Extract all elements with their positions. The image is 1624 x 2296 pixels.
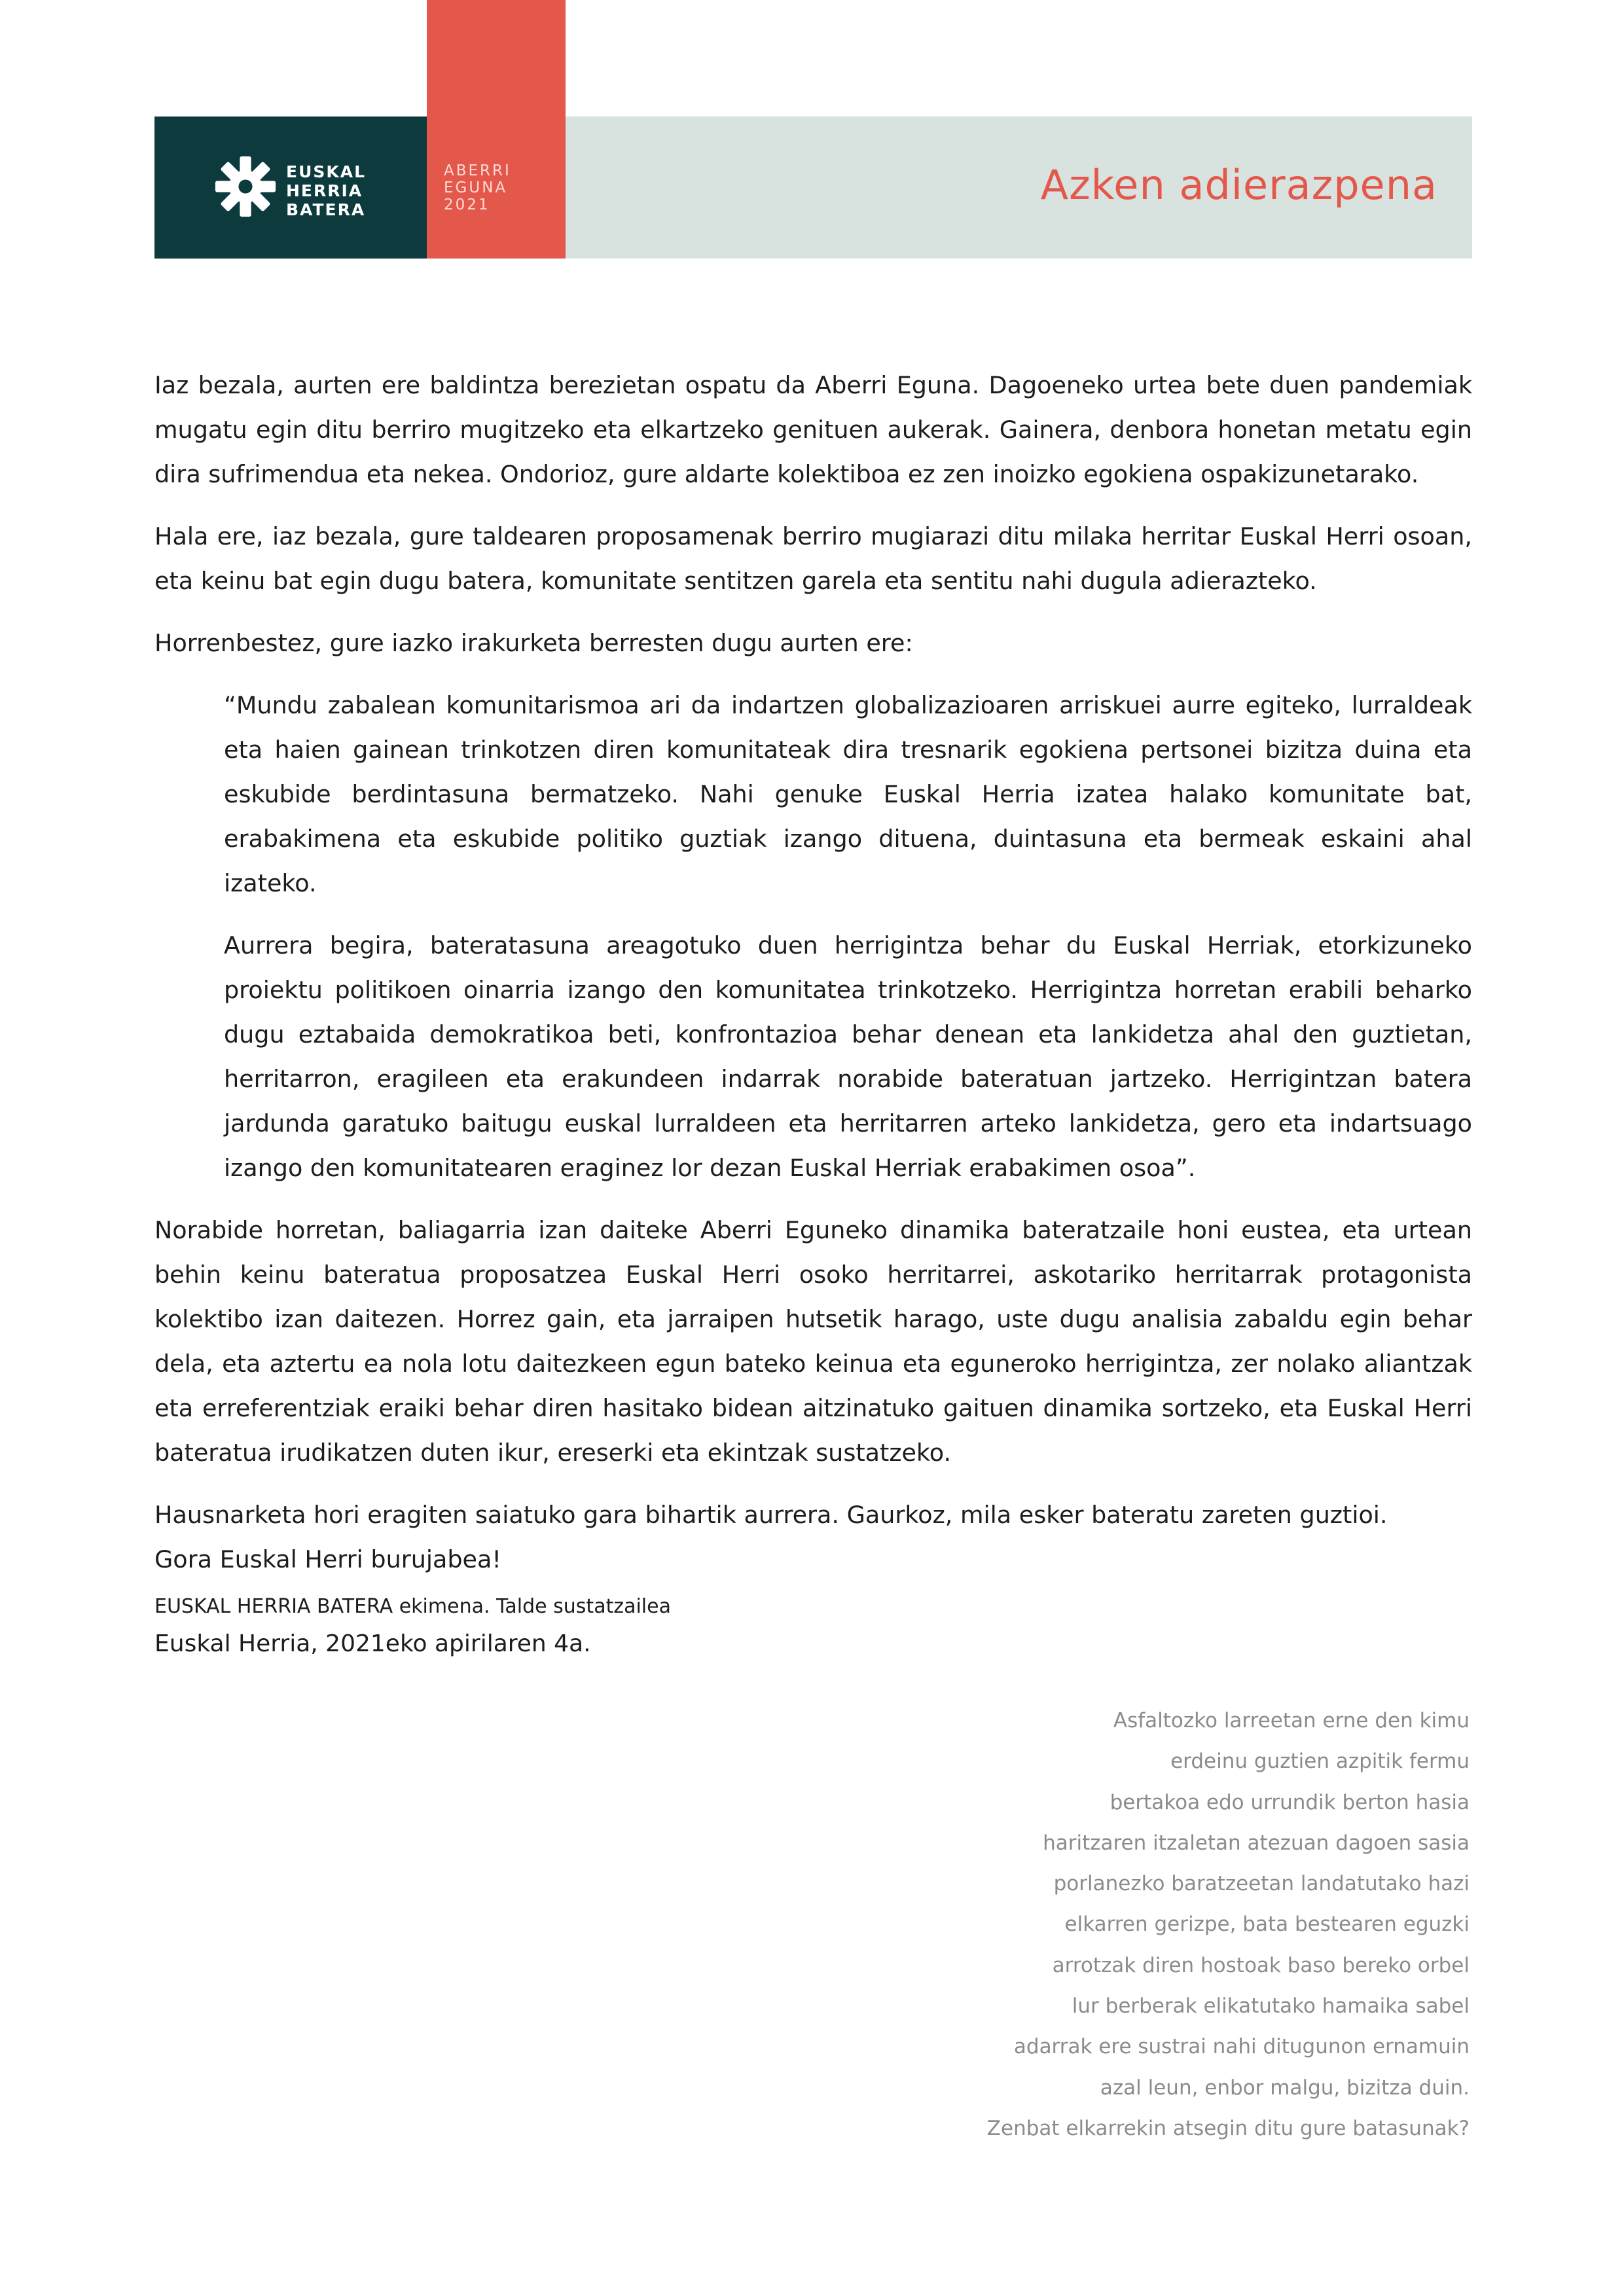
poem-line: haritzaren itzaletan atezuan dagoen sasia — [1043, 1831, 1470, 1855]
poem-line: adarrak ere sustrai nahi ditugunon ernamuin — [1013, 2035, 1470, 2059]
quote-paragraph: Aurrera begira, bateratasuna areagotuko duen herrigintza behar du Euskal Herriak, etorkizuneko proiektu politikoen oinarria izango den komunitatea trinkotzeko. Herrigintza horretan erabili beharko dugu eztabaida demokratikoa beti, konfrontazioa behar denean eta lankidetza ahal den guztietan, herritarron, eragileen eta erakundeen indarrak norabide bateratuan jartzeko. Herrigintzan batera jardunda garatuko baitugu euskal lurraldeen eta herritarren arteko lankidetza, gero eta indartsuago izango den komunitatearen eraginez lor dezan Euskal Herriak erabakimen osoa”. — [224, 931, 1472, 1182]
poem-line: porlanezko baratzeetan landatutako hazi — [1053, 1872, 1470, 1896]
event-line: EGUNA — [444, 179, 508, 196]
poem-line: azal leun, enbor malgu, bizitza duin. — [1100, 2075, 1470, 2100]
paragraph: Horrenbestez, gure iazko irakurketa berresten dugu aurten ere: — [154, 629, 913, 657]
poem-line: erdeinu guztien azpitik fermu — [1170, 1749, 1470, 1774]
event-label — [444, 162, 511, 213]
signature-date: Euskal Herria, 2021eko apirilaren 4a. — [154, 1630, 591, 1657]
paragraph: Norabide horretan, baliagarria izan daiteke Aberri Eguneko dinamika bateratzaile honi eustea, eta urtean behin keinu bateratua proposatzea Euskal Herri osoko herritarrei, askotariko herritarrak protagonista kolektibo izan daitezen. Horrez gain, eta jarraipen hutsetik harago, uste dugu analisia zabaldu egin behar dela, eta aztertu ea nola lotu daitezkeen egun bateko keinua eta eguneroko herrigintza, zer nolako aliantzak eta erreferentziak eraiki behar diren hasitako bidean aitzinatuko gaituen dinamika sortzeko, eta Euskal Herri bateratua irudikatzen duten ikur, ereserki eta ekintzak sustatzeko. — [154, 1216, 1472, 1467]
poem-line: elkarren gerizpe, bata bestearen eguzki — [1064, 1912, 1470, 1937]
logo-line: HERRIA — [286, 181, 363, 200]
header-accent-stripe — [427, 0, 566, 259]
gear-flower-icon — [214, 155, 277, 218]
poem-line: arrotzak diren hostoak baso bereko orbel — [1052, 1953, 1470, 1977]
poem-line: bertakoa edo urrundik berton hasia — [1110, 1790, 1470, 1814]
poem-line: Zenbat elkarrekin atsegin ditu gure batasunak? — [986, 2116, 1470, 2140]
poem — [987, 1700, 1470, 2149]
paragraph: Hausnarketa hori eragiten saiatuko gara bihartik aurrera. Gaurkoz, mila esker bateratu zareten guztioi. — [154, 1501, 1388, 1529]
paragraph: Iaz bezala, aurten ere baldintza berezietan ospatu da Aberri Eguna. Dagoeneko urtea bete duen pandemiak mugatu egin ditu berriro mugitzeko eta elkartzeko genituen aukerak. Gainera, denbora honetan metatu egin dira sufrimendua eta nekea. Ondorioz, gure aldarte kolektiboa ez zen inoizko egokiena ospakizunetarako. — [154, 371, 1472, 488]
logo-line: EUSKAL — [286, 162, 367, 181]
closing-line: Gora Euskal Herri burujabea! — [154, 1545, 501, 1573]
signature — [154, 1590, 671, 1665]
paragraph: Hala ere, iaz bezala, gure taldearen proposamenak berriro mugiarazi ditu milaka herritar Euskal Herri osoan, eta keinu bat egin dugu batera, komunitate sentitzen garela eta sentitu nahi dugula adierazteko. — [154, 522, 1472, 595]
signature-organization: EUSKAL HERRIA BATERA ekimena. Talde sustatzailea — [154, 1595, 671, 1618]
brand-logo-text — [286, 162, 366, 219]
page-title: Azken adierazpena — [1040, 161, 1437, 209]
statement-body — [154, 363, 1472, 1600]
quote-paragraph: “Mundu zabalean komunitarismoa ari da indartzen globalizazioaren arriskuei aurre egiteko, lurraldeak eta haien gainean trinkotzen diren komunitateak dira tresnarik egokiena pertsonei bizitza duina eta eskubide berdintasuna bermatzeko. Nahi genuke Euskal Herria izatea halako komunitate bat, erabakimena eta eskubide politiko guztiak izango dituena, duintasuna eta bermeak eskaini ahal izateko. — [224, 691, 1472, 897]
event-line: 2021 — [444, 196, 490, 213]
poem-line: Asfaltozko larreetan erne den kimu — [1113, 1709, 1470, 1732]
poem-line: lur berberak elikatutako hamaika sabel — [1072, 1994, 1470, 2018]
event-line: ABERRI — [444, 162, 511, 179]
logo-line: BATERA — [286, 200, 366, 219]
